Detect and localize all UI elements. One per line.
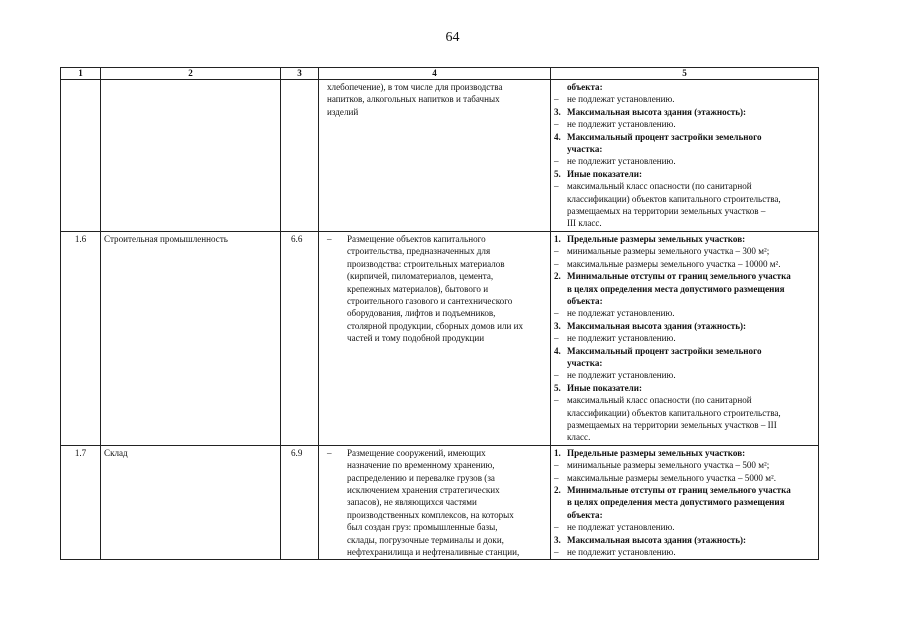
parameter-heading: [554, 106, 815, 118]
parameter-heading: [554, 534, 815, 546]
parameter-value-line: классификации) объектов капитального строительства,: [567, 407, 781, 418]
description-line: крепежных материалов), бытового и: [347, 283, 489, 294]
dash-mark: –: [554, 472, 559, 483]
header-col-1: 1: [61, 68, 101, 80]
row-number-cell: [61, 80, 101, 232]
parameter-value: [554, 394, 815, 444]
parameter-heading: [554, 447, 815, 459]
parameter-heading-line: Максимальный процент застройки земельного: [567, 345, 762, 356]
parameter-number: 1.: [554, 447, 561, 458]
parameter-number: 2.: [554, 271, 561, 282]
dash-mark: –: [554, 258, 559, 269]
parameter-value-line: не подлежит установлению.: [567, 333, 676, 344]
dash-mark: –: [327, 447, 332, 458]
parameter-value-line: не подлежат установлению.: [567, 308, 675, 319]
parameter-heading-line: Предельные размеры земельных участков:: [567, 233, 746, 244]
dash-mark: –: [554, 333, 559, 344]
dash-mark: –: [554, 460, 559, 471]
dash-mark: –: [554, 246, 559, 257]
description-line: запасов), не являющихся частями: [347, 497, 477, 508]
parameter-value-line: минимальные размеры земельного участка – 500 м²;: [567, 460, 770, 471]
use-description: [327, 81, 547, 118]
parameter-value-line: класс.: [567, 432, 591, 443]
dash-mark: –: [554, 181, 559, 192]
parameter-value: [554, 472, 815, 484]
parameter-value-line: не подлежат установлению.: [567, 522, 675, 533]
header-col-3: 3: [281, 68, 319, 80]
parameter-number: 3.: [554, 106, 561, 117]
description-line: Размещение сооружений, имеющих: [347, 447, 486, 458]
parameter-heading: [554, 484, 815, 521]
parameter-value-line: размещаемых на территории земельных участков –: [567, 206, 766, 217]
parameter-value: [554, 307, 815, 319]
parameter-value-line: III класс.: [567, 218, 602, 229]
dash-mark: –: [554, 119, 559, 130]
parameter-heading-line: Максимальная высота здания (этажность):: [567, 106, 747, 117]
dash-mark: –: [554, 522, 559, 533]
table-row: [61, 80, 819, 232]
parameter-number: 4.: [554, 131, 561, 142]
parameter-heading: [554, 382, 815, 394]
description-line: строительства, предназначенных для: [347, 246, 491, 257]
parameter-value-line: размещаемых на территории земельных участков – III: [567, 419, 777, 430]
parameter-heading: [554, 131, 815, 156]
description-line: распределению и перевалке грузов (за: [347, 472, 495, 483]
dash-mark: –: [554, 547, 559, 558]
use-description-cell: [319, 231, 551, 445]
description-line: частей и тому подобной продукции: [347, 333, 485, 344]
parameter-heading-line: Максимальная высота здания (этажность):: [567, 534, 747, 545]
use-code-cell: [281, 80, 319, 232]
parameter-heading: [554, 168, 815, 180]
parameters-cell: [551, 231, 819, 445]
parameter-value: [554, 155, 815, 167]
parameter-value-line: максимальные размеры земельного участка – 5000 м².: [567, 472, 777, 483]
parameter-value-line: не подлежит установлению.: [567, 119, 676, 130]
header-col-4: 4: [319, 68, 551, 80]
description-line: склады, погрузочные терминалы и доки,: [347, 534, 504, 545]
parameter-heading-line: в целях определения места допустимого размещения: [567, 283, 785, 294]
parameter-number: 4.: [554, 345, 561, 356]
dash-mark: –: [554, 308, 559, 319]
header-col-5: 5: [551, 68, 819, 80]
parameter-heading-line: в целях определения места допустимого размещения: [567, 497, 785, 508]
parameter-heading: [554, 320, 815, 332]
parameter-heading: [554, 345, 815, 370]
use-description-cell: [319, 80, 551, 232]
parameter-value: [554, 521, 815, 533]
parameter-heading: [554, 233, 815, 245]
parameter-heading-line: участка:: [567, 144, 603, 155]
description-line: назначение по временному хранению,: [347, 460, 495, 471]
table-row: [61, 445, 819, 560]
description-line: изделий: [327, 106, 359, 117]
parameter-number: 3.: [554, 534, 561, 545]
description-line: (кирпичей, пиломатериалов, цемента,: [347, 271, 494, 282]
use-description: [327, 447, 547, 559]
dash-mark: –: [554, 156, 559, 167]
description-line: столярной продукции, сборных домов или их: [347, 320, 524, 331]
row-number-cell: 1.7: [61, 445, 101, 560]
parameter-number: 2.: [554, 485, 561, 495]
description-line: был создан груз: промышленные базы,: [347, 522, 498, 533]
parameter-value-line: классификации) объектов капитального строительства,: [567, 193, 781, 204]
description-line: производства: строительных материалов: [347, 258, 505, 269]
land-use-name-cell: Склад: [101, 445, 281, 560]
use-description: [327, 233, 547, 345]
use-code-cell: 6.6: [281, 231, 319, 445]
parameter-heading-line: участка:: [567, 357, 603, 368]
parameter-value-line: не подлежит установлению.: [567, 547, 676, 558]
dash-mark: –: [554, 395, 559, 406]
zoning-table: [60, 67, 819, 560]
parameter-heading-line: Иные показатели:: [567, 168, 642, 179]
parameter-value: [554, 118, 815, 130]
land-use-name-cell: [101, 80, 281, 232]
parameter-value-line: максимальные размеры земельного участка – 10000 м².: [567, 258, 781, 269]
parameter-value: [554, 459, 815, 471]
header-row: [61, 68, 819, 80]
parameter-value-line: не подлежит установлению.: [567, 370, 676, 381]
description-line: оборудования, лифтов и подъемников,: [347, 308, 496, 319]
parameter-number: 1.: [554, 233, 561, 244]
description-line: напитков, алкогольных напитков и табачных: [327, 94, 500, 105]
parameter-value: [554, 369, 815, 381]
row-number-cell: 1.6: [61, 231, 101, 445]
parameters-cell: [551, 80, 819, 232]
parameter-value-line: минимальные размеры земельного участка – 300 м²;: [567, 246, 770, 257]
parameter-number: 5.: [554, 168, 561, 179]
parameter-value-line: не подлежат установлению.: [567, 94, 675, 105]
parameter-continuation: объекта:: [567, 82, 603, 92]
description-line: Размещение объектов капитального: [347, 233, 486, 244]
description-line: строительного газового и сантехнического: [347, 295, 513, 306]
description-line: исключением хранения стратегических: [347, 485, 500, 495]
parameter-value-line: максимальный класс опасности (по санитарной: [567, 181, 752, 192]
description-line: производственных комплексов, на которых: [347, 509, 514, 520]
parameter-value: [554, 546, 815, 558]
parameter-heading-line: объекта:: [567, 509, 603, 520]
description-line: нефтехранилища и нефтеналивные станции,: [347, 547, 520, 558]
use-description-cell: [319, 445, 551, 560]
parameter-value: [554, 245, 815, 257]
parameter-heading-line: Минимальные отступы от границ земельного участка: [567, 271, 791, 282]
parameter-value-line: максимальный класс опасности (по санитарной: [567, 395, 752, 406]
parameter-value: [554, 332, 815, 344]
parameters-cell: [551, 445, 819, 560]
parameter-value: [554, 258, 815, 270]
parameter-heading-line: Иные показатели:: [567, 382, 642, 393]
parameter-heading-line: Максимальная высота здания (этажность):: [567, 320, 747, 331]
parameter-number: 3.: [554, 320, 561, 331]
description-line: хлебопечение), в том числе для производства: [327, 82, 503, 92]
parameter-heading-line: Минимальные отступы от границ земельного участка: [567, 485, 791, 495]
land-use-name-cell: Строительная промышленность: [101, 231, 281, 445]
parameter-heading-line: Предельные размеры земельных участков:: [567, 447, 746, 458]
dash-mark: –: [327, 233, 332, 244]
parameter-number: 5.: [554, 382, 561, 393]
page-number: 64: [445, 30, 460, 45]
parameter-heading-line: Максимальный процент застройки земельного: [567, 131, 762, 142]
parameter-heading-line: объекта:: [567, 295, 603, 306]
dash-mark: –: [554, 94, 559, 105]
dash-mark: –: [554, 370, 559, 381]
header-col-2: 2: [101, 68, 281, 80]
parameter-value: [554, 93, 815, 105]
table-row: [61, 231, 819, 445]
parameter-value-line: не подлежит установлению.: [567, 156, 676, 167]
parameter-value: [554, 180, 815, 230]
parameter-heading: [554, 270, 815, 307]
use-code-cell: 6.9: [281, 445, 319, 560]
